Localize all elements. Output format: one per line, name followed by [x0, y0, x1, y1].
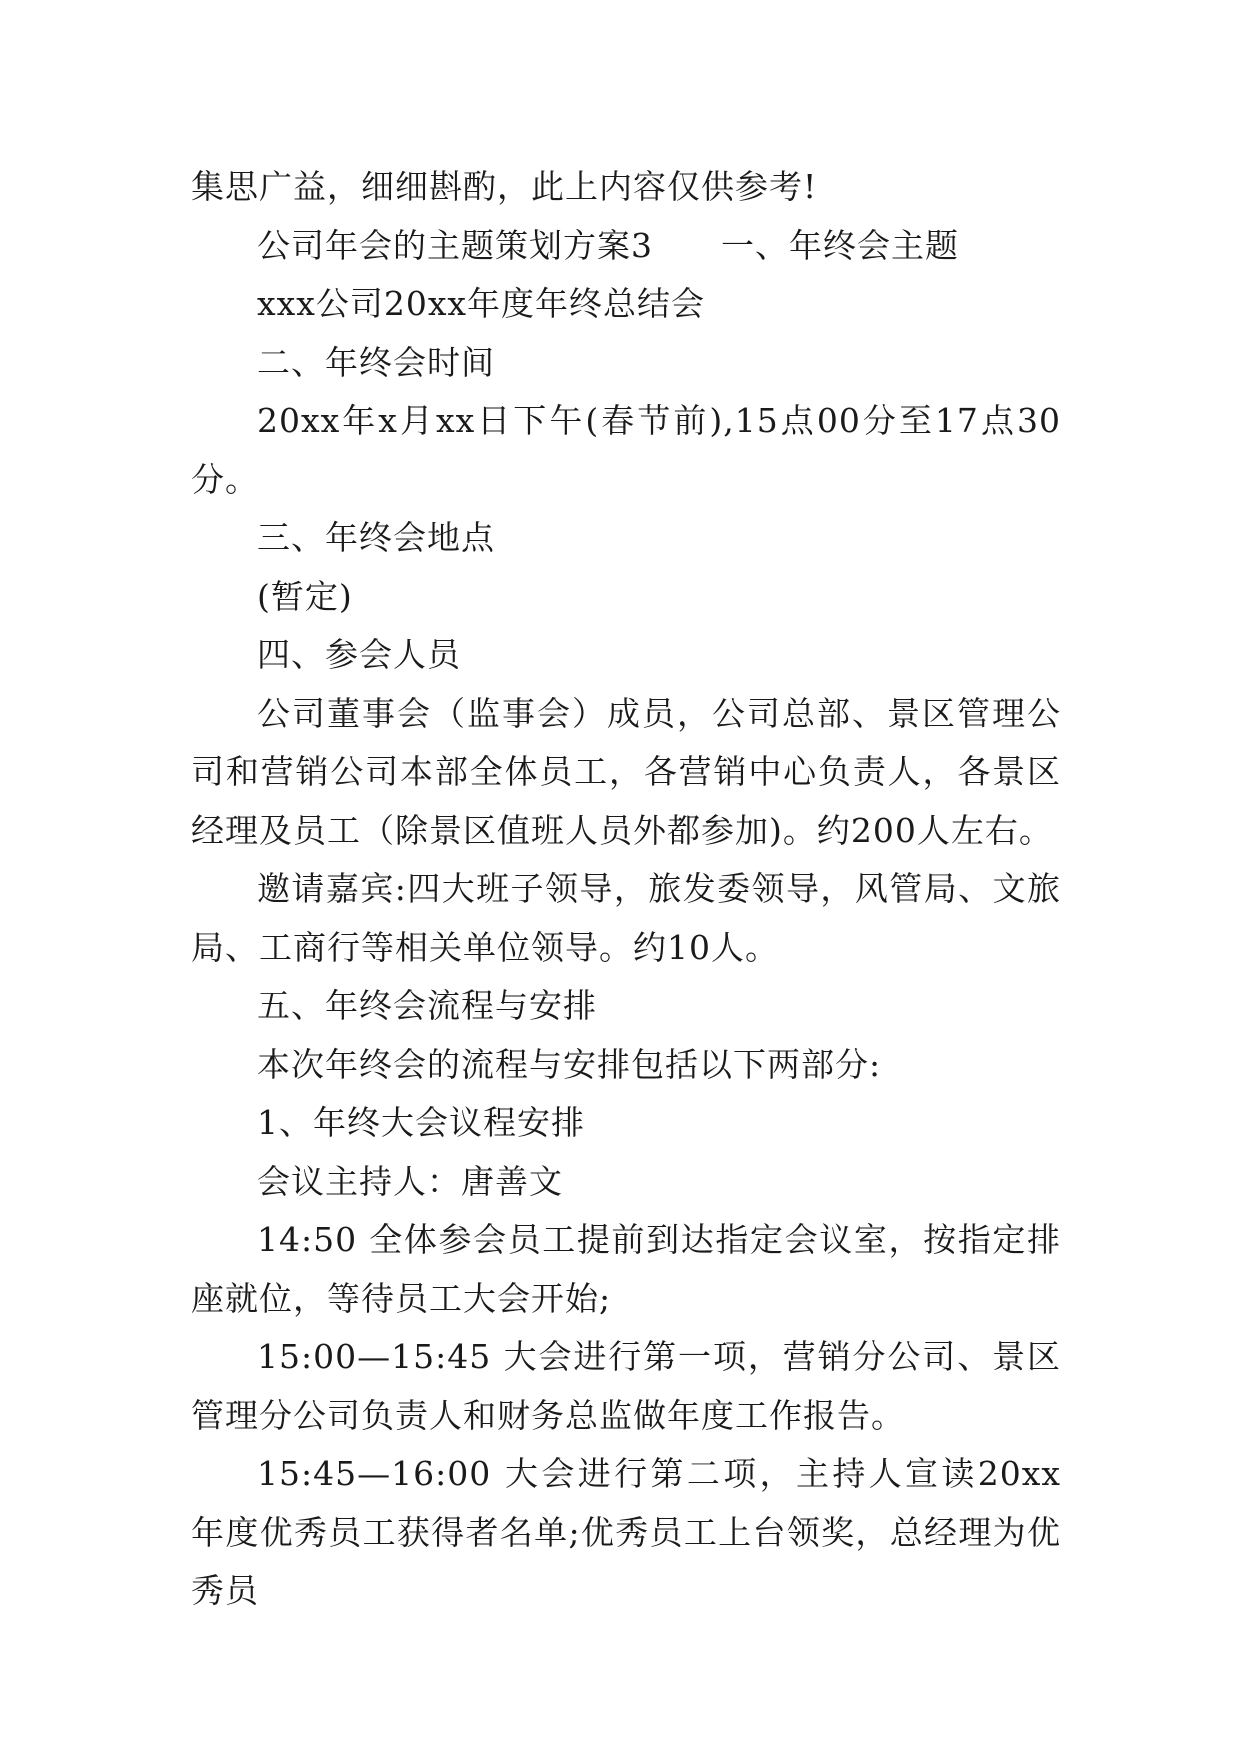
- paragraph-guests: 邀请嘉宾:四大班子领导，旅发委领导，风管局、文旅局、工商行等相关单位领导。约10人。: [191, 869, 1061, 967]
- paragraph-host: 会议主持人：唐善文: [257, 1161, 563, 1201]
- agenda-item-1545: 15:45—16:00 大会进行第二项，主持人宣读20xx年度优秀员工获得者名单;优秀员工上台领奖，总经理为优秀员: [191, 1454, 1061, 1610]
- document-body: [191, 158, 1061, 1621]
- heading-time: 二、年终会时间: [257, 342, 495, 382]
- agenda-item-1450: 14:50 全体参会员工提前到达指定会议室，按指定排座就位，等待员工大会开始;: [191, 1220, 1061, 1318]
- agenda-item-1500: 15:00—15:45 大会进行第一项，营销分公司、景区管理分公司负责人和财务总监做年度工作报告。: [191, 1337, 1061, 1435]
- heading-location: 三、年终会地点: [257, 518, 495, 557]
- heading-attendees: 四、参会人员: [257, 635, 461, 674]
- paragraph-attendees: 公司董事会（监事会）成员，公司总部、景区管理公司和营销公司本部全体员工，各营销中心负责人，各景区经理及员工（除景区值班人员外都参加)。约200人左右。: [191, 693, 1061, 850]
- paragraph-closing-note: 集思广益，细细斟酌，此上内容仅供参考!: [191, 167, 818, 206]
- heading-process: 五、年终会流程与安排: [257, 986, 597, 1025]
- heading-agenda: 1、年终大会议程安排: [257, 1103, 585, 1142]
- paragraph-theme: xxx公司20xx年度年终总结会: [257, 284, 706, 323]
- paragraph-time: 20xx年x月xx日下午(春节前),15点00分至17点30分。: [191, 401, 1061, 499]
- paragraph-plan-title: 公司年会的主题策划方案3 一、年终会主题: [257, 225, 959, 265]
- paragraph-location: (暂定): [257, 576, 353, 616]
- paragraph-process-intro: 本次年终会的流程与安排包括以下两部分:: [257, 1044, 882, 1084]
